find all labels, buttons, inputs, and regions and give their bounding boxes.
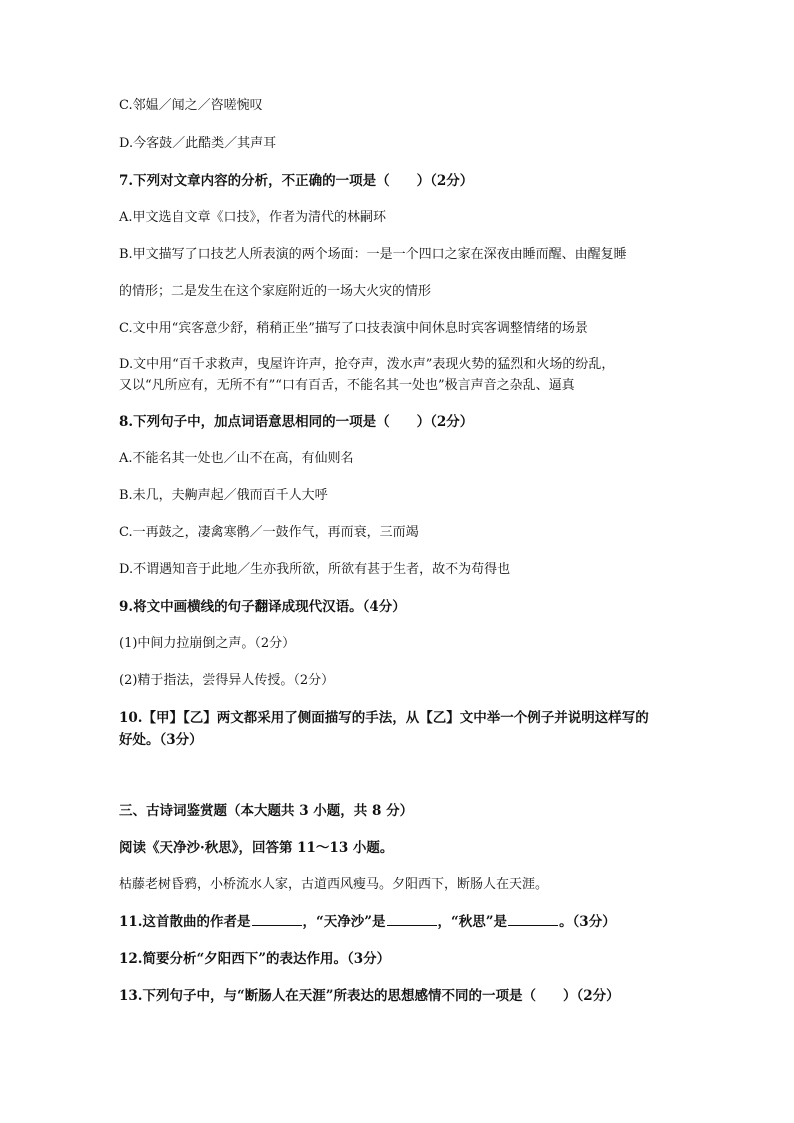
q11-blank-tune[interactable] — [387, 913, 437, 926]
section3-intro: 阅读《天净沙·秋思》，回答第 11～13 小题。 — [119, 840, 394, 856]
q11-stem — [119, 913, 616, 931]
q9-stem: 9.将文中画横线的句子翻译成现代汉语。（4分） — [119, 599, 406, 615]
q11-blank-title[interactable] — [508, 913, 558, 926]
q7-option-b-line1: B.甲文描写了口技艺人所表演的两个场面：一是一个四口之家在深夜由睡而醒、由醒复睡 — [119, 247, 627, 262]
q8-option-d: D.不谓遇知音于此地／生亦我所欲，所欲有甚于生者，故不为苟得也 — [119, 562, 511, 577]
q7-option-b-line2: 的情形；二是发生在这个家庭附近的一场大火灾的情形 — [119, 284, 432, 299]
q11-part1: 11.这首散曲的作者是 — [119, 914, 251, 930]
q8-option-a: A.不能名其一处也／山不在高，有仙则名 — [119, 451, 354, 466]
q8-option-c: C.一再鼓之，凄禽寒鹘／一鼓作气，再而衰，三而竭 — [119, 525, 419, 540]
q12-stem: 12.简要分析“夕阳西下”的表达作用。（3分） — [119, 951, 391, 967]
q7-option-d-line2: 又以“凡所应有，无所不有”“口有百舌，不能名其一处也”极言声音之杂乱、逼真 — [119, 378, 575, 393]
q11-part4: 。（3分） — [559, 914, 616, 930]
q7-option-c: C.文中用“宾客意少舒，稍稍正坐”描写了口技表演中间休息时宾客调整情绪的场景 — [119, 321, 588, 336]
q8-option-b: B.未几，夫齁声起／俄而百千人大呼 — [119, 488, 328, 503]
poem-text: 枯藤老树昏鸦，小桥流水人家，古道西风瘦马。夕阳西下，断肠人在天涯。 — [119, 877, 549, 892]
q11-part2: ，“天净沙”是 — [302, 914, 386, 930]
q10-line1: 10.【甲】【乙】两文都采用了侧面描写的手法，从【乙】文中举一个例子并说明这样写的 — [119, 710, 649, 726]
q8-stem: 8.下列句子中，加点词语意思相同的一项是（ ）（2分） — [119, 414, 474, 430]
q6-option-c: C.邻媪／闻之／咨嗟惋叹 — [119, 98, 263, 113]
q9-sub1: (1)中间力拉崩倒之声。（2分） — [119, 636, 296, 651]
section3-title: 三、古诗词鉴赏题（本大题共 3 小题，共 8 分） — [119, 803, 414, 819]
q13-stem: 13.下列句子中，与“断肠人在天涯”所表达的思想感情不同的一项是（ ）（2分） — [119, 988, 620, 1004]
q9-sub2: (2)精于指法，尝得异人传授。（2分） — [119, 673, 335, 688]
q11-blank-author[interactable] — [252, 913, 302, 926]
q7-stem: 7.下列对文章内容的分析，不正确的一项是（ ）（2分） — [119, 173, 474, 189]
q10-line2: 好处。（3分） — [119, 732, 203, 748]
q7-option-d-line1: D.文中用“百千求救声，曳屋许许声，抢夺声，泼水声”表现火势的猛烈和火场的纷乱， — [119, 357, 615, 372]
q7-option-a: A.甲文选自文章《口技》，作者为清代的林嗣环 — [119, 210, 387, 225]
q6-option-d: D.今客鼓／此酷类／其声耳 — [119, 136, 277, 151]
q11-part3: ，“秋思”是 — [437, 914, 508, 930]
